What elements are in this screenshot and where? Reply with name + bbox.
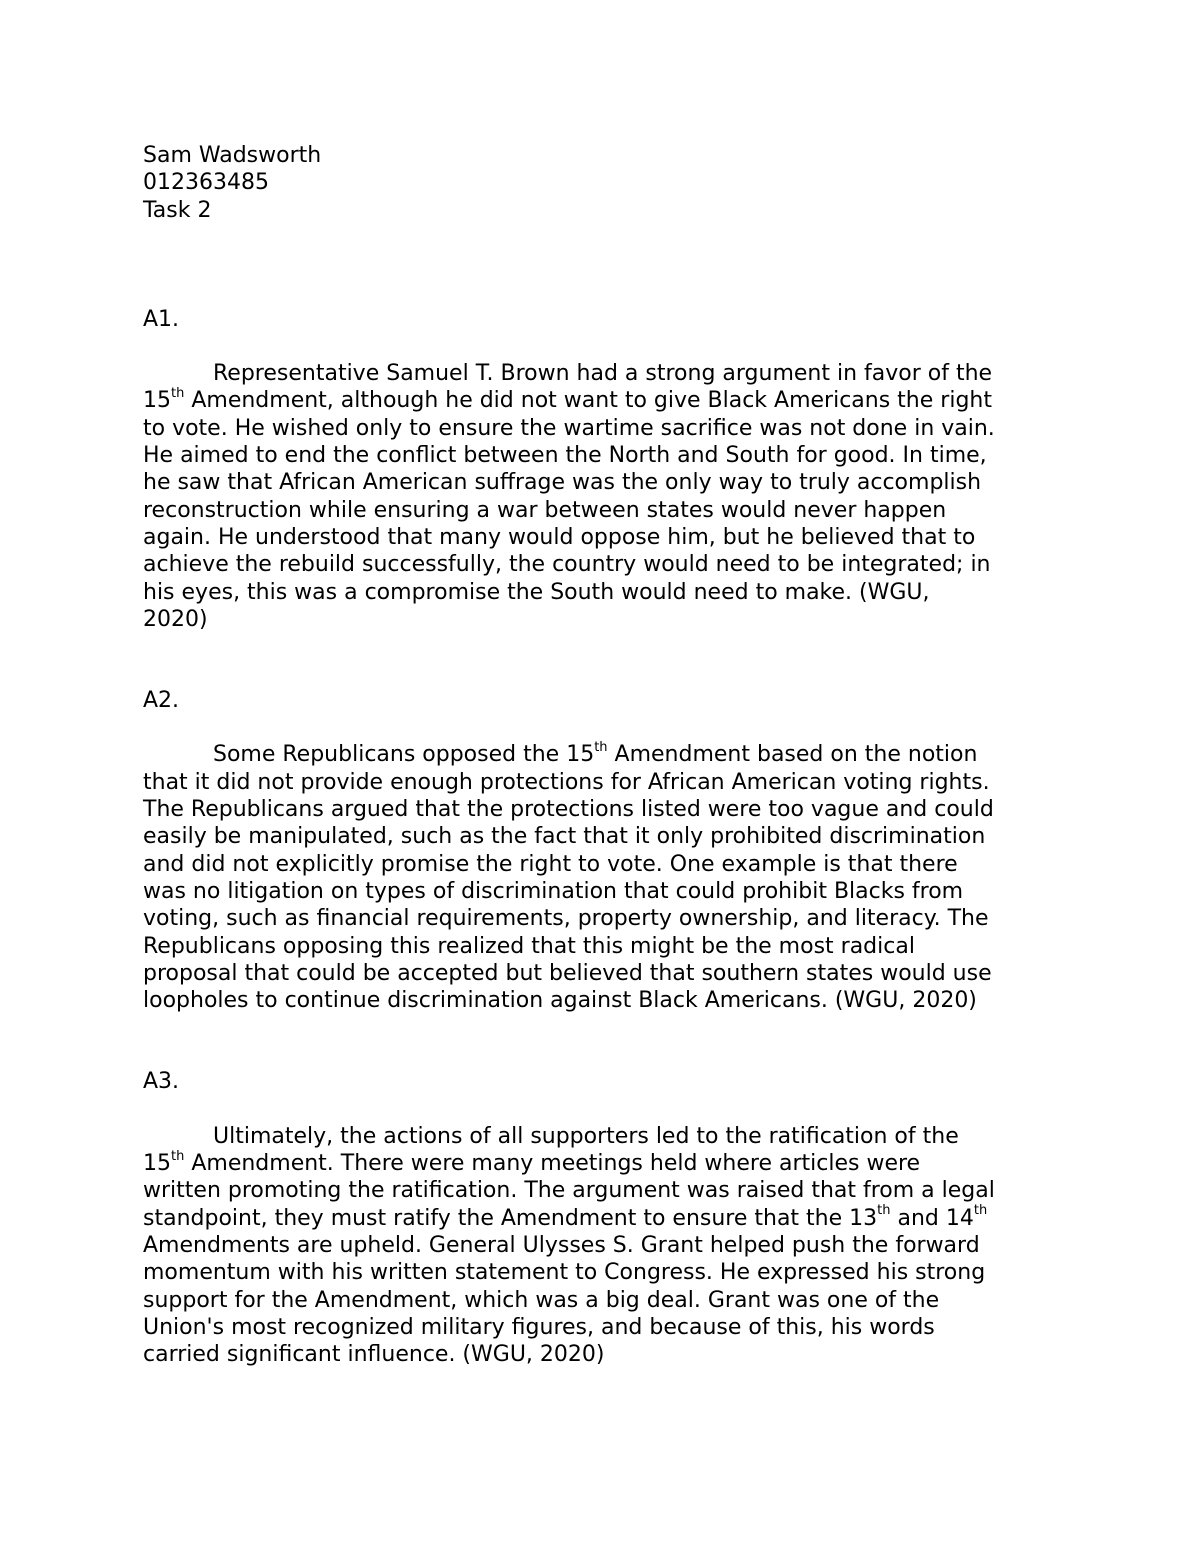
paragraph-line	[143, 796, 1063, 823]
text-run: 2020)	[143, 606, 208, 632]
section-spacer	[143, 633, 1063, 687]
text-run: Representative Samuel T. Brown had a strong argument in favor of the	[213, 361, 993, 387]
text-run: support for the Amendment, which was a big deal. Grant was one of the	[143, 1287, 940, 1313]
paragraph-line	[143, 1123, 1063, 1150]
text-run: Amendment. There were many meetings held where articles were	[184, 1151, 921, 1177]
ordinal-suffix: th	[973, 1203, 988, 1219]
paragraph-line	[143, 960, 1063, 987]
paragraph-line	[143, 1341, 1063, 1368]
ordinal-suffix: th	[171, 386, 185, 402]
paragraph-line	[143, 851, 1063, 878]
section-label: A2.	[143, 688, 180, 714]
text-run: was no litigation on types of discrimination that could prohibit Blacks from	[143, 878, 964, 904]
text-run: carried significant influence. (WGU, 2020)	[143, 1342, 605, 1368]
paragraph-line	[143, 769, 1063, 796]
paragraph-line	[143, 415, 1063, 442]
text-run: Amendment based on the notion	[607, 742, 978, 768]
text-run: he saw that African American suffrage was the only way to truly accomplish	[143, 470, 982, 496]
paragraph-line	[143, 606, 1063, 633]
ordinal-suffix: th	[171, 1148, 185, 1164]
text-run: Ultimately, the actions of all supporters led to the ratification of the	[213, 1123, 959, 1149]
paragraph-line	[143, 579, 1063, 606]
text-run: that it did not provide enough protections for African American voting rights.	[143, 769, 990, 795]
text-run: and 14	[890, 1205, 974, 1231]
paragraph-line	[143, 933, 1063, 960]
paragraph-line	[143, 1287, 1063, 1314]
ordinal-suffix: th	[877, 1203, 891, 1219]
text-run: Amendment, although he did not want to give Black Americans the right	[184, 388, 992, 414]
section-label: A3.	[143, 1069, 180, 1095]
paragraph-line	[143, 1177, 1063, 1204]
paragraph-line	[143, 1150, 1063, 1177]
text-run: and did not explicitly promise the right to vote. One example is that there	[143, 851, 958, 877]
section-spacer	[143, 1014, 1063, 1068]
text-run: 15	[143, 1151, 171, 1177]
document-page	[143, 142, 1063, 1368]
paragraph-line	[143, 1259, 1063, 1286]
paragraph-line	[143, 1232, 1063, 1259]
text-run: easily be manipulated, such as the fact that it only prohibited discrimination	[143, 824, 986, 850]
document-header	[143, 142, 1063, 224]
paragraph-line	[143, 1205, 1063, 1232]
text-run: Some Republicans opposed the 15	[213, 742, 595, 768]
text-run: The Republicans argued that the protections listed were too vague and could	[143, 797, 994, 823]
text-run: 15	[143, 388, 171, 414]
author-name: Sam Wadsworth	[143, 143, 322, 168]
text-run: voting, such as financial requirements, property ownership, and literacy. The	[143, 906, 989, 932]
section-a3	[143, 1068, 1063, 1368]
section-spacer	[143, 224, 1063, 306]
text-run: momentum with his written statement to Congress. He expressed his strong	[143, 1260, 986, 1286]
paragraph-line	[143, 551, 1063, 578]
paragraph-line	[143, 469, 1063, 496]
text-run: loopholes to continue discrimination against Black Americans. (WGU, 2020)	[143, 988, 977, 1014]
ordinal-suffix: th	[594, 740, 608, 756]
paragraph-line	[143, 823, 1063, 850]
paragraph-line	[143, 878, 1063, 905]
label-spacer	[143, 714, 1063, 741]
section-a1	[143, 306, 1063, 633]
text-run: Union's most recognized military figures, and because of this, his words	[143, 1314, 935, 1340]
label-spacer	[143, 1096, 1063, 1123]
paragraph-line	[143, 741, 1063, 768]
student-id: 012363485	[143, 170, 269, 196]
text-run: Republicans opposing this realized that this might be the most radical	[143, 933, 915, 959]
text-run: achieve the rebuild successfully, the country would need to be integrated; in	[143, 552, 991, 578]
paragraph-line	[143, 497, 1063, 524]
text-run: proposal that could be accepted but believed that southern states would use	[143, 960, 992, 986]
section-paragraph	[143, 1123, 1063, 1369]
paragraph-line	[143, 905, 1063, 932]
label-spacer	[143, 333, 1063, 360]
text-run: written promoting the ratification. The argument was raised that from a legal	[143, 1178, 995, 1204]
text-run: Amendments are upheld. General Ulysses S. Grant helped push the forward	[143, 1232, 980, 1258]
paragraph-line	[143, 1314, 1063, 1341]
paragraph-line	[143, 524, 1063, 551]
section-label: A1.	[143, 306, 180, 332]
text-run: to vote. He wished only to ensure the wartime sacrifice was not done in vain.	[143, 415, 995, 441]
text-run: standpoint, they must ratify the Amendment to ensure that the 13	[143, 1205, 878, 1231]
paragraph-line	[143, 360, 1063, 387]
text-run: He aimed to end the conflict between the North and South for good. In time,	[143, 443, 987, 469]
paragraph-line	[143, 987, 1063, 1014]
section-a2	[143, 687, 1063, 1014]
paragraph-line	[143, 442, 1063, 469]
text-run: again. He understood that many would oppose him, but he believed that to	[143, 524, 976, 550]
text-run: his eyes, this was a compromise the South would need to make. (WGU,	[143, 579, 930, 605]
section-paragraph	[143, 741, 1063, 1014]
paragraph-line	[143, 387, 1063, 414]
text-run: reconstruction while ensuring a war between states would never happen	[143, 497, 947, 523]
task-title: Task 2	[143, 197, 212, 223]
section-paragraph	[143, 360, 1063, 633]
document-body	[143, 224, 1063, 1369]
